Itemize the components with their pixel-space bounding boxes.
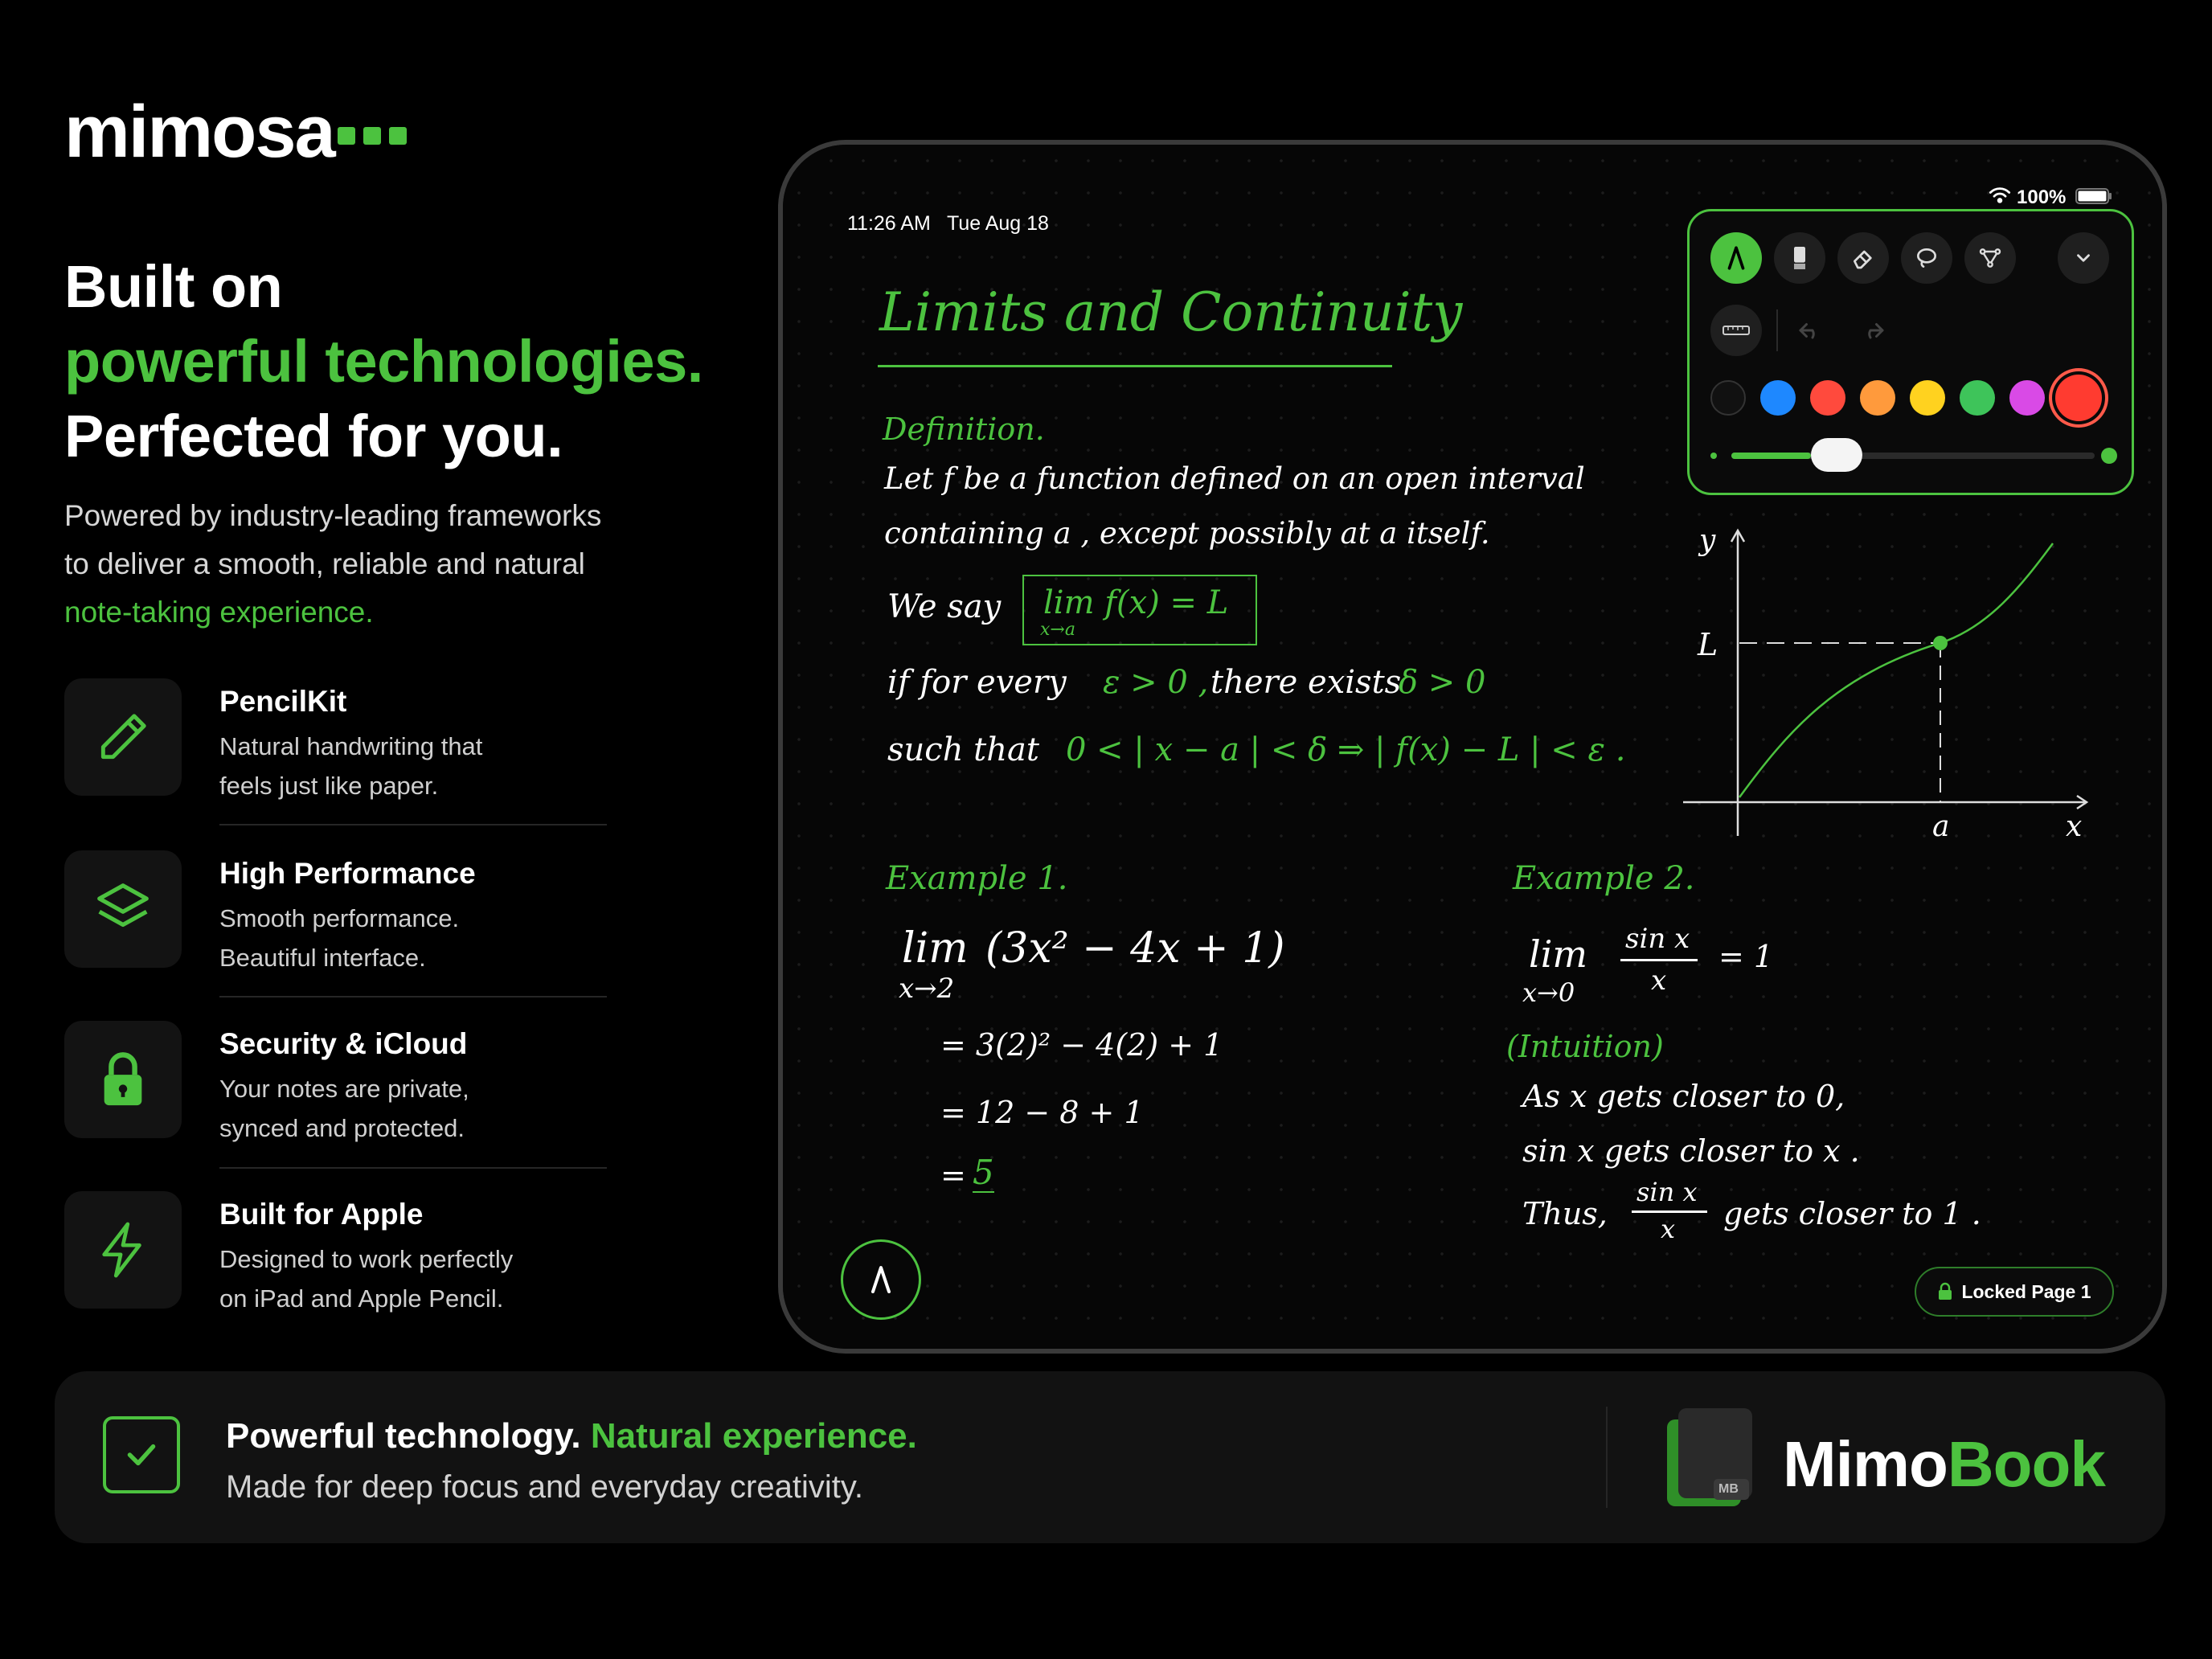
color-swatch-selected[interactable] [2055, 375, 2102, 421]
color-swatch-red[interactable] [1810, 380, 1845, 416]
limit-definition-box [1022, 575, 1257, 645]
feature-desc-line2: synced and protected. [219, 1114, 465, 1142]
example1-expression: (3x² − 4x + 1) [985, 924, 1285, 973]
example1-lim-sub: x→2 [899, 973, 955, 1005]
color-swatch-black[interactable] [1710, 380, 1746, 416]
bottom-banner [55, 1371, 2165, 1543]
logo-dots [338, 127, 407, 145]
ipad-device [778, 140, 2167, 1354]
pen-fab-button[interactable] [841, 1239, 921, 1320]
feature-divider [219, 824, 607, 825]
example2-numerator: sin x [1625, 923, 1690, 955]
headline-line3: Perfected for you. [64, 403, 563, 469]
boxed-limit-sub: x→a [1040, 620, 1075, 640]
status-date: Tue Aug 18 [947, 212, 1049, 235]
subtitle-line2: to deliver a smooth, reliable and natural [64, 547, 585, 580]
lasso-tool-button[interactable] [1901, 232, 1952, 284]
color-swatch-purple[interactable] [2009, 380, 2045, 416]
checkmark-icon [103, 1416, 180, 1493]
example1-step2: = 12 − 8 + 1 [940, 1095, 1144, 1130]
drawing-toolbar [1687, 209, 2134, 495]
feature-built-for-apple [64, 1191, 611, 1362]
feature-desc-line1: Your notes are private, [219, 1075, 469, 1103]
lock-icon [64, 1021, 182, 1138]
example1-answer: 5 [973, 1153, 994, 1192]
feature-desc-line2: Beautiful interface. [219, 944, 426, 972]
example2-label: Example 2. [1513, 860, 1695, 897]
pen-tool-button[interactable] [1710, 232, 1762, 284]
feature-desc [219, 899, 459, 977]
limit-graph [1683, 514, 2101, 852]
locked-page-label: Locked Page 1 [1961, 1280, 2091, 1302]
boxed-limit: lim f(x) = L [1043, 584, 1229, 621]
intuition-denominator: x [1661, 1214, 1676, 1244]
graph-a-label: a [1932, 810, 1950, 843]
such-that: such that [887, 731, 1039, 768]
feature-desc-line1: Natural handwriting that [219, 732, 483, 760]
title-underline [878, 365, 1392, 367]
feature-title: Built for Apple [219, 1198, 424, 1231]
example2-result: = 1 [1718, 939, 1774, 974]
we-say: We say [887, 588, 1002, 625]
graph-x-label: x [2066, 810, 2083, 843]
note-title: Limits and Continuity [879, 281, 1463, 343]
feature-desc-line2: feels just like paper. [219, 772, 439, 800]
example1-step3-eq: = [940, 1157, 966, 1193]
mimobook-wordmark [1783, 1428, 2105, 1501]
chevron-down-icon[interactable] [2058, 232, 2109, 284]
stroke-width-slider[interactable] [1731, 453, 2095, 459]
mimobook-logo-icon [1662, 1405, 1755, 1511]
toolbar-separator [1776, 309, 1778, 351]
eraser-tool-button[interactable] [1837, 232, 1889, 284]
color-swatch-orange[interactable] [1860, 380, 1895, 416]
intuition-line3-rest: gets closer to 1 . [1723, 1196, 1981, 1231]
example1-step1: = 3(2)² − 4(2) + 1 [940, 1027, 1223, 1063]
feature-divider [219, 1167, 607, 1169]
epsilon-delta-implication: 0 < | x − a | < δ ⇒ | f(x) − L | < ε . [1066, 731, 1626, 768]
example1-label: Example 1. [886, 860, 1068, 897]
example2-lim: lim [1529, 932, 1588, 976]
graph-L-label: L [1698, 627, 1718, 662]
definition-line1: Let f be a function defined on an open interval [884, 461, 1585, 496]
example2-denominator: x [1651, 965, 1667, 997]
subtitle-line1: Powered by industry-leading frameworks [64, 499, 602, 532]
feature-desc [219, 1069, 469, 1148]
ruler-tool-button[interactable] [1710, 305, 1762, 356]
redo-icon[interactable] [1858, 316, 1887, 349]
delta-condition: δ > 0 [1399, 664, 1486, 701]
banner-title-white: Powerful technology. [226, 1416, 581, 1456]
headline-line1: Built on [64, 253, 283, 320]
epsilon-condition: ε > 0 , [1103, 664, 1209, 701]
color-swatch-blue[interactable] [1760, 380, 1796, 416]
slider-min-dot [1710, 453, 1717, 459]
intuition-numerator: sin x [1636, 1177, 1698, 1207]
feature-title: Security & iCloud [219, 1027, 468, 1060]
lock-icon [1937, 1282, 1953, 1301]
ipad-screen [783, 145, 2162, 1349]
feature-desc-line1: Smooth performance. [219, 904, 460, 932]
banner-title-green: Natural experience. [590, 1416, 917, 1456]
battery-icon [2075, 188, 2112, 204]
intuition-line2: sin x gets closer to x . [1522, 1133, 1860, 1169]
feature-title: PencilKit [219, 685, 347, 718]
slider-fill [1731, 453, 1811, 459]
shapes-tool-button[interactable] [1964, 232, 2016, 284]
headline-line2: powerful technologies. [64, 328, 703, 395]
banner-title [226, 1416, 917, 1456]
pencil-icon [64, 678, 182, 796]
brand-white: Mimo [1783, 1428, 1948, 1500]
graph-y-label: y [1699, 524, 1716, 557]
intuition-line1: As x gets closer to 0, [1522, 1079, 1845, 1114]
wifi-icon [1989, 186, 2013, 206]
feature-title: High Performance [219, 857, 476, 890]
mimobook-badge: MB [1718, 1482, 1739, 1496]
definition-line2: containing a , except possibly at a itself. [884, 516, 1490, 551]
marker-tool-button[interactable] [1774, 232, 1825, 284]
feature-desc [219, 1239, 513, 1318]
bolt-icon [64, 1191, 182, 1309]
subtitle-line3: note-taking experience. [64, 596, 374, 629]
headline [64, 249, 703, 473]
feature-desc [219, 727, 482, 805]
intuition-fraction-bar [1632, 1210, 1707, 1213]
battery-percent: 100% [2017, 186, 2067, 208]
slider-max-dot [2101, 448, 2117, 464]
undo-icon[interactable] [1796, 316, 1825, 349]
layers-icon [64, 850, 182, 968]
banner-divider [1606, 1407, 1608, 1508]
feature-security-icloud [64, 1021, 611, 1191]
feature-desc-line2: on iPad and Apple Pencil. [219, 1284, 504, 1313]
feature-desc-line1: Designed to work perfectly [219, 1245, 514, 1273]
locked-page-button[interactable] [1915, 1267, 2114, 1317]
example2-fraction-bar [1620, 959, 1698, 961]
status-time: 11:26 AM [847, 212, 931, 235]
brand-green: Book [1947, 1428, 2105, 1500]
banner-subtitle: Made for deep focus and everyday creativity. [226, 1469, 864, 1505]
definition-label: Definition. [883, 412, 1045, 447]
mimosa-logo: mimosa [64, 91, 334, 173]
subtitle [64, 492, 601, 637]
there-exists: there exists [1210, 664, 1402, 701]
example1-lim: lim [902, 924, 969, 973]
example2-lim-sub: x→0 [1522, 977, 1575, 1008]
if-for-every: if for every [887, 664, 1067, 701]
color-swatch-yellow[interactable] [1910, 380, 1945, 416]
intuition-label: (Intuition) [1506, 1029, 1664, 1064]
intuition-line3-thus: Thus, [1522, 1196, 1608, 1231]
slider-thumb[interactable] [1811, 438, 1862, 472]
color-swatch-green[interactable] [1960, 380, 1995, 416]
feature-divider [219, 996, 607, 997]
